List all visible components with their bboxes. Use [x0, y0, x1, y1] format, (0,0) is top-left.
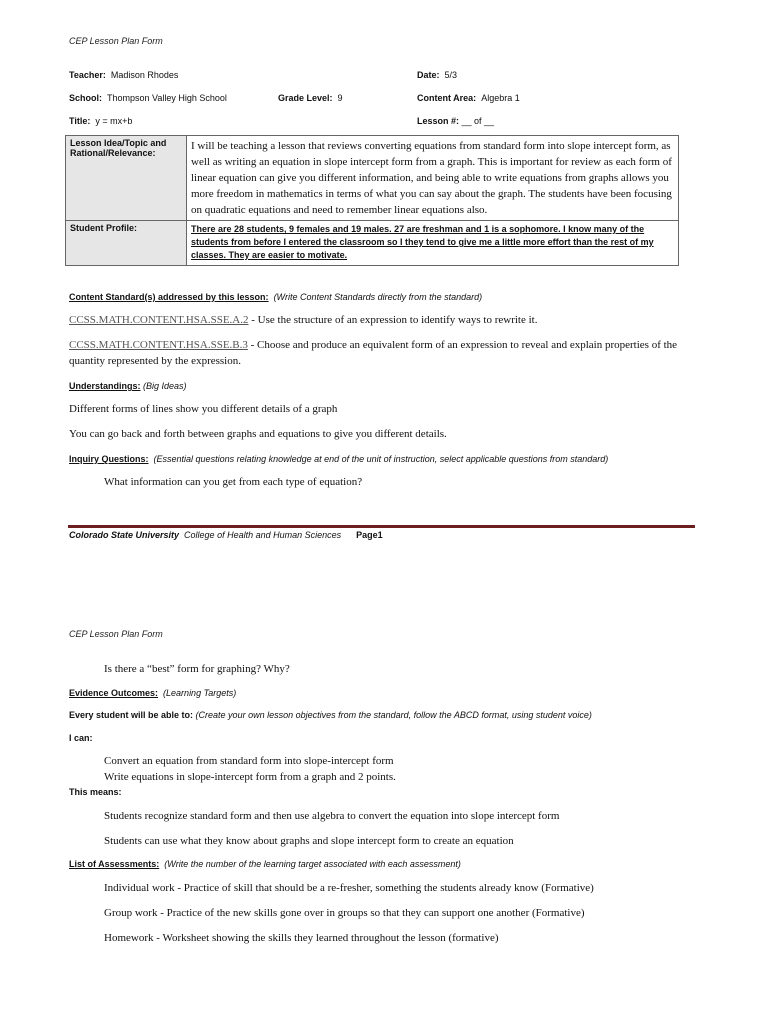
- date-field: [417, 70, 457, 80]
- i-can-item: Convert an equation from standard form into slope-intercept form: [104, 755, 394, 767]
- understanding-item: Different forms of lines show you different details of a graph: [69, 403, 338, 415]
- inquiry-heading: [69, 454, 608, 464]
- content-standards-label: Content Standard(s) addressed by this lesson:: [69, 292, 269, 302]
- standard-code-link[interactable]: CCSS.MATH.CONTENT.HSA.SSE.B.3: [69, 339, 248, 351]
- assessments-heading: [69, 859, 461, 869]
- footer-university: Colorado State University: [69, 530, 180, 540]
- every-student-heading: [69, 710, 592, 720]
- table-row-student-profile: [66, 221, 679, 266]
- lesson-number-label: Lesson #:: [417, 116, 460, 126]
- content-area-field: [417, 93, 520, 103]
- grade-label: Grade Level:: [278, 93, 333, 103]
- lesson-number-value: __ of __: [461, 116, 495, 126]
- every-student-note: (Create your own lesson objectives from the standard, follow the ABCD format, using student voice): [195, 710, 592, 720]
- inquiry-question: Is there a “best” form for graphing? Why?: [104, 663, 290, 675]
- standard-code-link[interactable]: CCSS.MATH.CONTENT.HSA.SSE.A.2: [69, 314, 249, 326]
- school-label: School:: [69, 93, 102, 103]
- understandings-heading: [69, 381, 187, 391]
- assessments-label: List of Assessments:: [69, 859, 160, 869]
- this-means-label: This means:: [69, 787, 122, 797]
- evidence-outcomes-note: (Learning Targets): [163, 688, 237, 698]
- evidence-outcomes-label: Evidence Outcomes:: [69, 688, 159, 698]
- understandings-label: Understandings:: [69, 381, 141, 391]
- content-standards-heading: [69, 292, 482, 302]
- date-value: 5/3: [444, 70, 458, 80]
- standard-text: - Use the structure of an expression to identify ways to rewrite it.: [248, 314, 538, 326]
- understandings-note: (Big Ideas): [143, 381, 187, 391]
- inquiry-label: Inquiry Questions:: [69, 454, 149, 464]
- understanding-item: You can go back and forth between graphs and equations to give you different details.: [69, 428, 447, 440]
- page-footer: [69, 530, 383, 540]
- teacher-label: Teacher:: [69, 70, 106, 80]
- school-value: Thompson Valley High School: [107, 93, 227, 103]
- assessment-item: Individual work - Practice of skill that should be a re-fresher, something the students already know (Formative): [104, 882, 594, 894]
- table-row-topic: [66, 136, 679, 221]
- footer-rule: [68, 525, 695, 528]
- teacher-value: Madison Rhodes: [110, 70, 179, 80]
- content-standards-note: (Write Content Standards directly from the standard): [273, 292, 483, 302]
- title-value: y = mx+b: [95, 116, 133, 126]
- footer-page-number: Page1: [356, 530, 383, 540]
- topic-text: I will be teaching a lesson that reviews converting equations from standard form into slope intercept form, as well as writing an equation in slope intercept form from a graph. This is important for review as each form of linear equation can give you different information, and being able to write equations from graphs allows you more freedom in mathematics in terms of what you can say about the graph. The students have been focusing on quadratic equations and need to remember linear equations also.: [187, 136, 679, 221]
- standard-item: [69, 312, 699, 328]
- inquiry-note: (Essential questions relating knowledge at end of the unit of instruction, select applicable questions from standard): [153, 454, 609, 464]
- assessment-item: Group work - Practice of the new skills gone over in groups so that they can support one another (Formative): [104, 907, 585, 919]
- lesson-number-field: [417, 116, 494, 126]
- this-means-item: Students can use what they know about graphs and slope intercept form to create an equation: [104, 835, 514, 847]
- footer-college: College of Health and Human Sciences: [184, 530, 342, 540]
- teacher-field: [69, 70, 178, 80]
- grade-field: [278, 93, 343, 103]
- topic-label: Lesson Idea/Topic and Rational/Relevance:: [66, 136, 187, 221]
- standard-text: - Choose and produce an equivalent form of an expression to reveal and explain properties of the quantity represented by the expression.: [69, 339, 678, 367]
- lesson-info-table: [65, 135, 679, 266]
- grade-value: 9: [337, 93, 343, 103]
- i-can-label: I can:: [69, 733, 93, 743]
- student-profile-text: There are 28 students, 9 females and 19 males. 27 are freshman and 1 is a sophomore. I know many of the students from before I entered the classroom so I they tend to give me a little more effort than the rest of my classes. They are easier to motivate.: [187, 221, 679, 266]
- evidence-outcomes-heading: [69, 688, 236, 698]
- form-header: CEP Lesson Plan Form: [69, 36, 163, 46]
- content-area-value: Algebra 1: [481, 93, 520, 103]
- i-can-item: Write equations in slope-intercept form from a graph and 2 points.: [104, 771, 396, 783]
- title-label: Title:: [69, 116, 91, 126]
- inquiry-question: What information can you get from each type of equation?: [104, 476, 363, 488]
- student-profile-label: Student Profile:: [66, 221, 187, 266]
- every-student-label: Every student will be able to:: [69, 710, 194, 720]
- assessments-note: (Write the number of the learning target associated with each assessment): [164, 859, 461, 869]
- date-label: Date:: [417, 70, 440, 80]
- assessment-item: Homework - Worksheet showing the skills they learned throughout the lesson (formative): [104, 932, 499, 944]
- standard-item: [69, 337, 699, 369]
- school-field: [69, 93, 227, 103]
- content-area-label: Content Area:: [417, 93, 477, 103]
- title-field: [69, 116, 132, 126]
- form-header: CEP Lesson Plan Form: [69, 629, 163, 639]
- this-means-item: Students recognize standard form and then use algebra to convert the equation into slope intercept form: [104, 810, 560, 822]
